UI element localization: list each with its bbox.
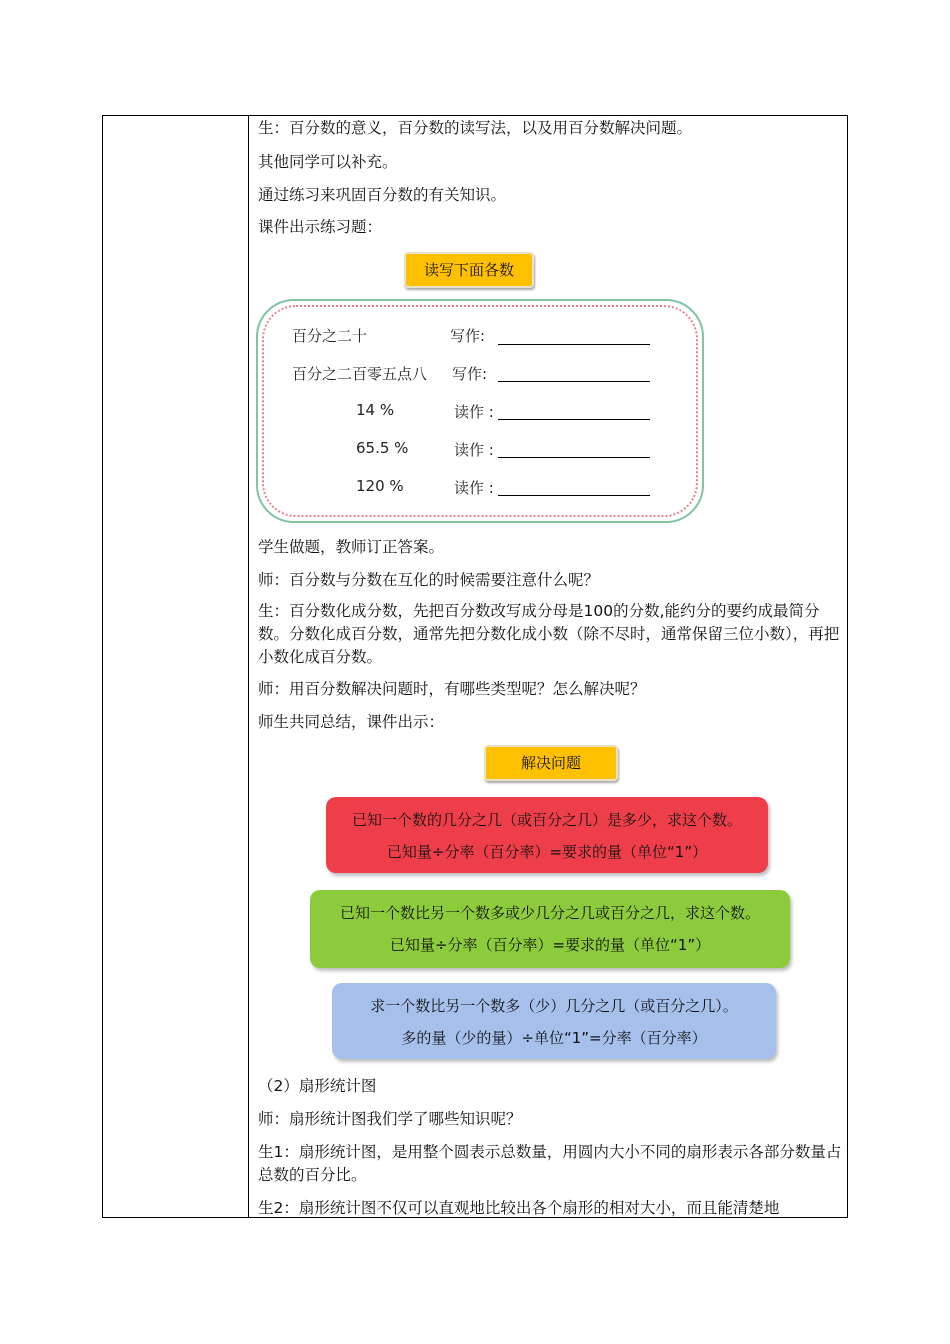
- text-paragraph: 生1：扇形统计图，是用整个圆表示总数量，用圆内大小不同的扇形表示各部分数量占总数的百分比。: [258, 1143, 842, 1184]
- exercise-title-button: 读写下面各数: [404, 252, 534, 288]
- text-line: 课件出示练习题：: [258, 218, 383, 236]
- text-paragraph: 生：百分数化成分数，先把百分数改写成分母是100的分数,能约分的要约成最简分数。分数化成百分数，通常先把分数化成小数（除不尽时，通常保留三位小数），再把小数化成百分数。: [258, 602, 840, 666]
- answer-blank: [498, 457, 650, 458]
- text-line: 师：用百分数解决问题时，有哪些类型呢？怎么解决呢？: [258, 680, 646, 698]
- text-line: 师：扇形统计图我们学了哪些知识呢？: [258, 1110, 522, 1128]
- card-line-1: 求一个数比另一个数多（少）几分之几（或百分之几）。: [370, 997, 738, 1015]
- answer-blank: [498, 344, 650, 345]
- text-line: 通过练习来巩固百分数的有关知识。: [258, 186, 507, 204]
- text-line: 生2：扇形统计图不仅可以直观地比较出各个扇形的相对大小，而且能清楚地: [258, 1199, 780, 1217]
- exercise-term: 120 %: [356, 477, 404, 495]
- exercise-action: 写作:: [450, 327, 486, 345]
- card-line-1: 已知一个数的几分之几（或百分之几）是多少，求这个数。: [351, 811, 742, 829]
- column-divider: [248, 115, 249, 1218]
- exercise-action: 写作:: [452, 365, 488, 383]
- text-line: 其他同学可以补充。: [258, 153, 398, 171]
- exercise-action: 读作 :: [454, 403, 494, 421]
- answer-blank: [498, 381, 650, 382]
- solve-card-2: [310, 890, 790, 968]
- solve-card-1: [326, 797, 768, 873]
- exercise-action: 读作 :: [454, 479, 494, 497]
- exercise-action: 读作 :: [454, 441, 494, 459]
- section-heading: （2）扇形统计图: [258, 1077, 377, 1095]
- exercise-term: 65.5 %: [356, 439, 409, 457]
- answer-blank: [498, 495, 650, 496]
- exercise-term: 百分之二十: [292, 327, 368, 345]
- text-line: 学生做题，教师订正答案。: [258, 538, 445, 556]
- text-line: 师：百分数与分数在互化的时候需要注意什么呢？: [258, 571, 600, 589]
- card-line-2: 已知量÷分率（百分率）=要求的量（单位“1”）: [386, 843, 708, 861]
- exercise-term: 14 %: [356, 401, 395, 419]
- card-line-2: 多的量（少的量）÷单位“1”=分率（百分率）: [401, 1029, 707, 1047]
- exercise-term: 百分之二百零五点八: [292, 365, 428, 383]
- solve-card-3: [332, 983, 776, 1059]
- text-line: 师生共同总结，课件出示：: [258, 713, 445, 731]
- answer-blank: [498, 419, 650, 420]
- card-line-1: 已知一个数比另一个数多或少几分之几或百分之几，求这个数。: [339, 904, 760, 922]
- card-line-2: 已知量÷分率（百分率）=要求的量（单位“1”）: [389, 936, 711, 954]
- text-line: 生：百分数的意义，百分数的读写法，以及用百分数解决问题。: [258, 119, 693, 137]
- solve-title-button: 解决问题: [484, 745, 618, 781]
